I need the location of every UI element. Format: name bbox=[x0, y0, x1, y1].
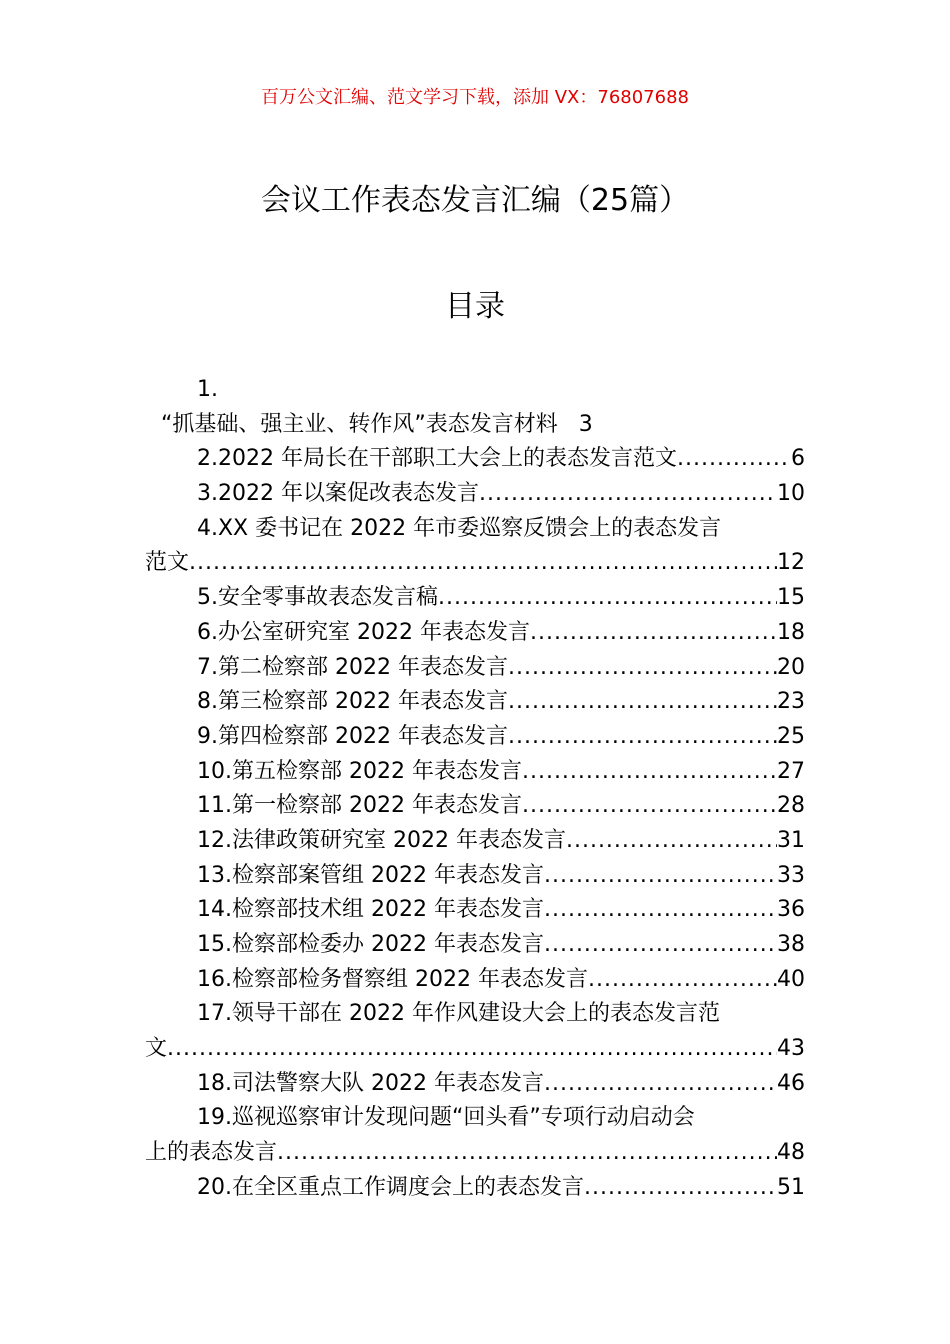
toc-entry-page: 48 bbox=[777, 1140, 805, 1166]
toc-entry-page: 6 bbox=[791, 446, 805, 472]
toc-entry-label: 17.领导干部在 2022 年作风建设大会上的表态发言范 bbox=[197, 1001, 720, 1027]
toc-entry-6[interactable] bbox=[145, 616, 805, 651]
toc-entry-page: 20 bbox=[777, 654, 805, 680]
toc-entry-page: 46 bbox=[777, 1070, 805, 1096]
toc-entry-label: 20.在全区重点工作调度会上的表态发言 bbox=[197, 1174, 584, 1200]
toc-entry-7[interactable] bbox=[145, 651, 805, 686]
leader-dots bbox=[677, 442, 791, 477]
leader-dots bbox=[508, 685, 777, 720]
toc-entry-label: 12.法律政策研究室 2022 年表态发言 bbox=[197, 827, 566, 853]
leader-dots bbox=[588, 963, 777, 998]
toc-entry-label: 5.安全零事故表态发言稿 bbox=[197, 585, 438, 611]
toc-entry-16[interactable] bbox=[145, 963, 805, 998]
toc-entry-label: 11.第一检察部 2022 年表态发言 bbox=[197, 793, 522, 819]
toc-entry-label-continued: 文 bbox=[145, 1036, 168, 1062]
toc-entry-11[interactable] bbox=[145, 789, 805, 824]
toc-entry-label: 6.办公室研究室 2022 年表态发言 bbox=[197, 619, 530, 645]
toc-entry-page: 27 bbox=[777, 758, 805, 784]
toc-entry-label: 13.检察部案管组 2022 年表态发言 bbox=[197, 862, 544, 888]
toc-heading: 目录 bbox=[445, 289, 505, 324]
toc-entry-label: 19.巡视巡察审计发现问题“回头看”专项行动启动会 bbox=[197, 1105, 695, 1131]
leader-dots bbox=[584, 1171, 777, 1206]
toc-entry-page: 15 bbox=[777, 585, 805, 611]
toc-entry-13[interactable] bbox=[145, 859, 805, 894]
toc-entry-page: 12 bbox=[777, 550, 805, 576]
toc-entry-label: 15.检察部检委办 2022 年表态发言 bbox=[197, 932, 544, 957]
leader-dots bbox=[544, 893, 777, 928]
toc-entry-5[interactable] bbox=[145, 581, 805, 616]
leader-dots bbox=[544, 928, 777, 963]
toc-entry-18[interactable] bbox=[145, 1067, 805, 1102]
toc-entry-page: 25 bbox=[777, 723, 805, 749]
toc-entry-page: 40 bbox=[777, 966, 805, 992]
toc-entry-label-continued: 范文 bbox=[145, 550, 190, 576]
toc-entry-page: 3 bbox=[578, 411, 593, 437]
leader-dots bbox=[508, 651, 777, 686]
leader-dots bbox=[167, 1032, 777, 1067]
toc-entry-page: 23 bbox=[777, 689, 805, 715]
leader-dots bbox=[479, 477, 777, 512]
toc-entry-label: 16.检察部检务督察组 2022 年表态发言 bbox=[197, 966, 588, 992]
leader-dots bbox=[277, 1136, 777, 1171]
toc-entry-1-number: 1. bbox=[197, 377, 218, 402]
toc-entry-17[interactable] bbox=[145, 997, 805, 1066]
toc-entry-page: 28 bbox=[777, 793, 805, 819]
toc-entry-12[interactable] bbox=[145, 824, 805, 859]
toc-entry-20[interactable] bbox=[145, 1171, 805, 1206]
toc-entry-page: 51 bbox=[777, 1174, 805, 1200]
leader-dots bbox=[522, 755, 777, 790]
toc-entry-page: 18 bbox=[777, 619, 805, 645]
toc-entry-page: 43 bbox=[777, 1036, 805, 1062]
toc-entry-label: 10.第五检察部 2022 年表态发言 bbox=[197, 758, 522, 784]
toc-entry-label: 18.司法警察大队 2022 年表态发言 bbox=[197, 1070, 544, 1096]
toc-entry-label: 4.XX 委书记在 2022 年市委巡察反馈会上的表态发言 bbox=[197, 515, 722, 541]
leader-dots bbox=[522, 789, 777, 824]
toc-entry-page: 31 bbox=[777, 827, 805, 853]
leader-dots bbox=[544, 859, 777, 894]
toc-entry-label: 8.第三检察部 2022 年表态发言 bbox=[197, 689, 508, 715]
toc-entry-15[interactable] bbox=[145, 928, 805, 963]
toc-entry-label: 7.第二检察部 2022 年表态发言 bbox=[197, 654, 508, 680]
toc-entry-14[interactable] bbox=[145, 893, 805, 928]
toc-entry-10[interactable] bbox=[145, 755, 805, 790]
watermark-banner: 百万公文汇编、范文学习下载，添加 VX：76807688 bbox=[261, 87, 689, 108]
leader-dots bbox=[530, 616, 777, 651]
toc-entry-label: 3.2022 年以案促改表态发言 bbox=[197, 481, 479, 507]
document-title: 会议工作表态发言汇编（25篇） bbox=[260, 183, 690, 218]
leader-dots bbox=[544, 1067, 777, 1102]
toc-entry-4[interactable] bbox=[145, 512, 805, 581]
leader-dots bbox=[566, 824, 777, 859]
toc-entry-label: “抓基础、强主业、转作风”表态发言材料 bbox=[161, 411, 558, 437]
toc-entry-3[interactable] bbox=[145, 477, 805, 512]
leader-dots bbox=[508, 720, 777, 755]
toc-entry-label: 2.2022 年局长在干部职工大会上的表态发言范文 bbox=[197, 446, 677, 472]
toc-entry-page: 10 bbox=[777, 481, 805, 507]
toc-entry-2[interactable] bbox=[145, 442, 805, 477]
toc-entry-page: 38 bbox=[777, 932, 805, 957]
toc-entry-label: 9.第四检察部 2022 年表态发言 bbox=[197, 723, 508, 749]
toc-entry-label-continued: 上的表态发言 bbox=[145, 1140, 278, 1166]
leader-dots bbox=[438, 581, 777, 616]
toc-entry-1[interactable] bbox=[145, 408, 805, 443]
leader-dots bbox=[189, 546, 777, 581]
toc-entry-19[interactable] bbox=[145, 1101, 805, 1170]
toc-entry-page: 36 bbox=[777, 897, 805, 923]
toc-entry-8[interactable] bbox=[145, 685, 805, 720]
toc-entry-label: 14.检察部技术组 2022 年表态发言 bbox=[197, 897, 544, 923]
toc-entry-page: 33 bbox=[777, 862, 805, 888]
toc-entry-9[interactable] bbox=[145, 720, 805, 755]
table-of-contents bbox=[145, 373, 805, 1206]
